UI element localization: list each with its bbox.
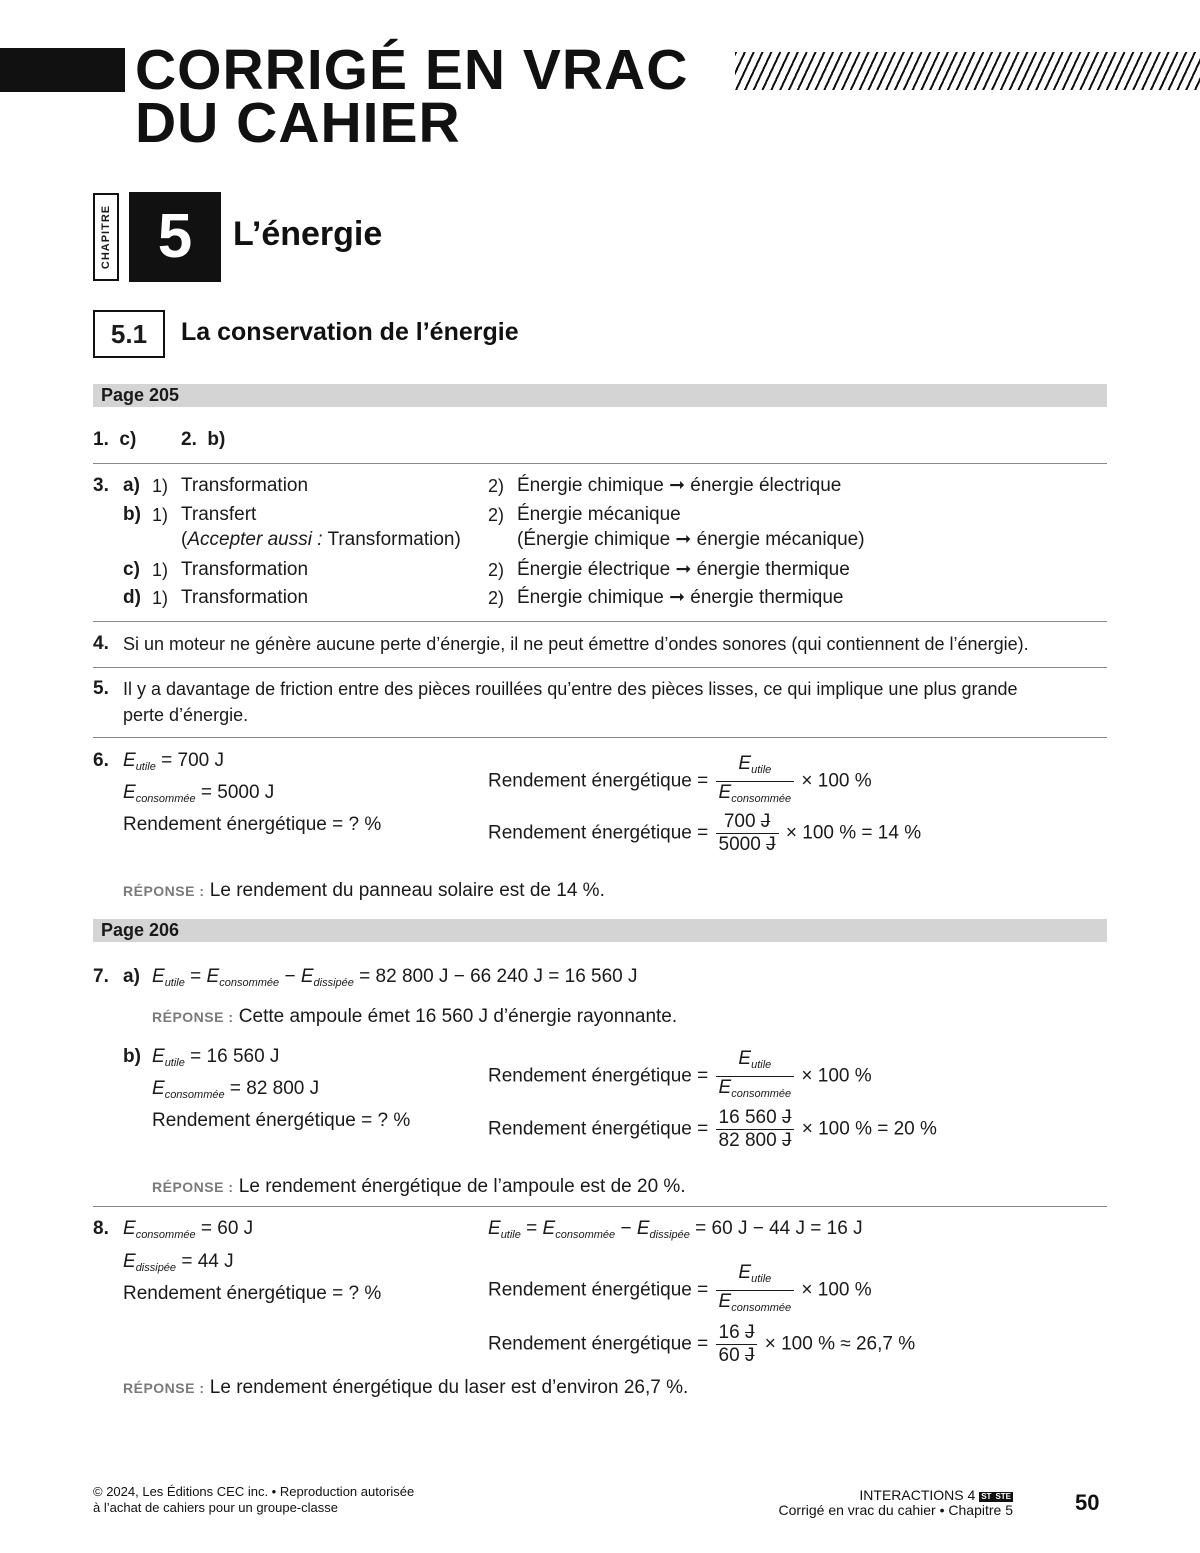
page-title-line2: DU CAHIER (135, 91, 461, 155)
q7b-calculation: Rendement énergétique = $\frac{16 560 J}{82 800 J}$ × 100 % = 20 % (488, 1107, 937, 1151)
divider (93, 621, 1107, 622)
q8-calculation: Rendement énergétique = $\frac{16 J}{60 J}$ × 100 % ≈ 26,7 % (488, 1322, 916, 1366)
q8-equation: $E_{utile} = E_{consommée} - E_{dissipée} = 60$ J − 44 J = 16 J (488, 1218, 863, 1241)
q7b-unknown: Rendement énergétique = ? % (152, 1110, 411, 1131)
page-205-bar: Page 205 (93, 384, 1107, 407)
q5-text-line2: perte d’énergie. (123, 705, 249, 725)
q3c-part2-text: Énergie électrique ➞ énergie thermique (517, 559, 850, 580)
q7b-formula: Rendement énergétique = $\frac{E_{utile}}{E_{consommée}}$ × 100 % (488, 1048, 872, 1100)
q3b-letter: b) (123, 504, 141, 525)
q6-calculation: Rendement énergétique = $\frac{700 J}{5000 J}$ × 100 % = 14 % (488, 811, 922, 855)
q3b-part2-num: 2) (488, 505, 505, 525)
q6-utile: $E_{utile} = 700$ J (123, 750, 225, 773)
divider (93, 737, 1107, 738)
badge-st: ST (981, 1492, 992, 1501)
divider (93, 463, 1107, 464)
q8-formula: Rendement énergétique = $\frac{E_{utile}}{E_{consommée}}$ × 100 % (488, 1262, 872, 1314)
q7b-letter: b) (123, 1046, 141, 1067)
page-title-line1: CORRIGÉ EN VRAC (135, 38, 689, 102)
q3a-part2-text: Énergie chimique ➞ énergie électrique (517, 475, 842, 496)
q6-formula: Rendement énergétique = $\frac{E_{utile}}{E_{consommée}}$ × 100 % (488, 753, 872, 805)
q8-consommee: $E_{consommée} = 60$ J (123, 1218, 254, 1241)
q3c-letter: c) (123, 559, 140, 580)
badge-ste: STE (995, 1492, 1011, 1501)
q4-number: 4. (93, 633, 109, 654)
q3c-part2-num: 2) (488, 560, 505, 580)
header-black-bar (0, 48, 125, 92)
q3d-part2-num: 2) (488, 588, 505, 608)
q3b-part2-alt: (Énergie chimique ➞ énergie mécanique) (517, 529, 865, 550)
q3c-part1-num: 1) (152, 560, 169, 580)
q6-consommee: $E_{consommée} = 5000$ J (123, 782, 275, 805)
q8-dissipee: $E_{dissipée} = 44$ J (123, 1251, 234, 1274)
q7a-equation: $E_{utile} = E_{consommée} - E_{dissipée} = 82$ 800 J − 66 240 J = 16 560 J (152, 966, 638, 989)
q7-number: 7. (93, 966, 109, 987)
q6-number: 6. (93, 750, 109, 771)
q3b-part1-num: 1) (152, 505, 169, 525)
q7b-consommee: $E_{consommée} = 82$ 800 J (152, 1078, 320, 1101)
chapter-number: 5 (129, 192, 221, 282)
header-hatch-decoration (735, 52, 1200, 90)
q7b-utile: $E_{utile} = 16$ 560 J (152, 1046, 280, 1069)
q7a-answer: RÉPONSE : Cette ampoule émet 16 560 J d’énergie rayonnante. (152, 1006, 678, 1027)
q3d-letter: d) (123, 587, 141, 608)
q3b-accept-note: (Accepter aussi : Transformation) (181, 529, 461, 550)
divider (93, 667, 1107, 668)
q3d-part1-num: 1) (152, 588, 169, 608)
q3a-part1-text: Transformation (181, 475, 309, 496)
q3a-part1-num: 1) (152, 476, 169, 496)
q4-text: Si un moteur ne génère aucune perte d’énergie, il ne peut émettre d’ondes sonores (qui contiennent de l’énergie). (123, 634, 1029, 654)
q7b-answer: RÉPONSE : Le rendement énergétique de l’ampoule est de 20 %. (152, 1176, 686, 1197)
q3d-part1-text: Transformation (181, 587, 309, 608)
footer-copyright: © 2024, Les Éditions CEC inc. • Reproduction autorisée à l’achat de cahiers pour un groupe-classe (93, 1484, 415, 1515)
q6-unknown: Rendement énergétique = ? % (123, 814, 382, 835)
q2-answer: 2. b) (181, 429, 226, 450)
q6-answer: RÉPONSE : Le rendement du panneau solaire est de 14 %. (123, 880, 605, 901)
q3a-letter: a) (123, 475, 140, 496)
q3d-part2-text: Énergie chimique ➞ énergie thermique (517, 587, 844, 608)
divider (93, 1206, 1107, 1207)
q5-number: 5. (93, 678, 109, 699)
q8-unknown: Rendement énergétique = ? % (123, 1283, 382, 1304)
section-title: La conservation de l’énergie (181, 318, 519, 346)
page-number: 50 (1075, 1490, 1100, 1515)
q3c-part1-text: Transformation (181, 559, 309, 580)
q8-number: 8. (93, 1218, 109, 1239)
q3b-part2-text: Énergie mécanique (517, 504, 681, 525)
chapter-label: CHAPITRE (100, 204, 112, 270)
chapter-title: L’énergie (233, 215, 383, 253)
footer-book-info: INTERACTIONS 4 ST STE Corrigé en vrac du cahier • Chapitre 5 (778, 1487, 1013, 1518)
q3-number: 3. (93, 475, 109, 496)
page-206-bar: Page 206 (93, 919, 1107, 942)
q3a-part2-num: 2) (488, 476, 505, 496)
q5-text-line1: Il y a davantage de friction entre des pièces rouillées qu’entre des pièces lisses, ce qui implique une plus grande (123, 679, 1018, 699)
q7a-letter: a) (123, 966, 140, 987)
q8-answer: RÉPONSE : Le rendement énergétique du laser est d’environ 26,7 %. (123, 1377, 689, 1398)
section-number: 5.1 (93, 310, 165, 358)
q3b-part1-text: Transfert (181, 504, 257, 525)
chapter-label-box (93, 193, 119, 281)
q1-answer: 1. c) (93, 429, 137, 450)
